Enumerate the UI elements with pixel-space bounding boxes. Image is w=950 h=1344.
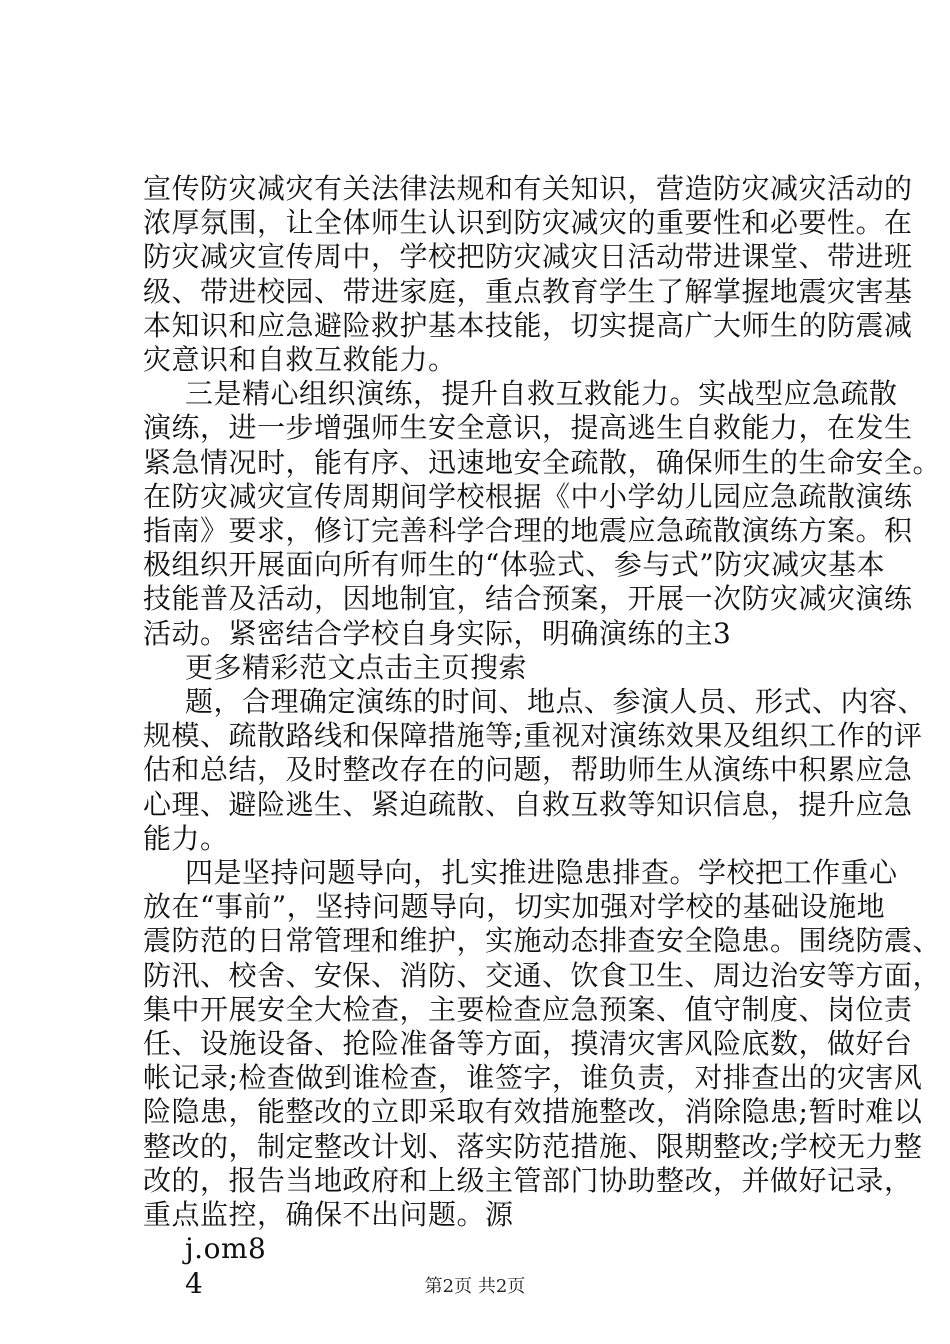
text-line: 任、设施设备、抢险准备等方面，摸清灾害风险底数，做好台 (143, 1027, 913, 1061)
text-line: 估和总结，及时整改存在的问题，帮助师生从演练中积累应急 (143, 753, 913, 787)
text-line: 防灾减灾宣传周中，学校把防灾减灾日活动带进课堂、带进班 (143, 240, 913, 274)
text-line: 震防范的日常管理和维护，实施动态排查安全隐患。围绕防震、 (143, 924, 942, 958)
page-footer (0, 1272, 950, 1298)
text-line: 规模、疏散路线和保障措施等;重视对演练效果及组织工作的评 (143, 719, 923, 753)
page-number-label: 第2页 共2页 (424, 1276, 526, 1297)
text-line: 技能普及活动，因地制宜，结合预案，开展一次防灾减灾演练 (143, 582, 913, 616)
text-line: 防汛、校舍、安保、消防、交通、饮食卫生、周边治安等方面， (143, 958, 942, 992)
text-line: 集中开展安全大检查，主要检查应急预案、值守制度、岗位责 (143, 992, 913, 1026)
document-body (143, 172, 942, 1301)
fragment-line: 4 (185, 1266, 204, 1300)
paragraph-start-line: 题，合理确定演练的时间、地点、参演人员、形式、内容、 (185, 685, 927, 719)
paragraph-start-line: 四是坚持问题导向，扎实推进隐患排查。学校把工作重心 (185, 856, 898, 890)
paragraph-start-line: 三是精心组织演练，提升自救互救能力。实战型应急疏散 (185, 377, 898, 411)
text-line: 帐记录;检查做到谁检查，谁签字，谁负责，对排查出的灾害风 (143, 1061, 923, 1095)
text-line: 活动。紧密结合学校自身实际，明确演练的主3 (143, 616, 732, 650)
text-line: 险隐患，能整改的立即采取有效措施整改，消除隐患;暂时难以 (143, 1095, 923, 1129)
text-line: 本知识和应急避险救护基本技能，切实提高广大师生的防震减 (143, 308, 913, 342)
text-line: 级、带进校园、带进家庭，重点教育学生了解掌握地震灾害基 (143, 274, 913, 308)
text-line: 宣传防灾减灾有关法律法规和有关知识，营造防灾减灾活动的 (143, 172, 913, 205)
text-line: 灾意识和自救互救能力。 (143, 343, 457, 377)
text-line: 改的，报告当地政府和上级主管部门协助整改，并做好记录， (143, 1163, 913, 1197)
text-line: 能力。 (143, 821, 229, 855)
text-line: 整改的，制定整改计划、落实防范措施、限期整改;学校无力整 (143, 1129, 923, 1163)
text-line: 紧急情况时，能有序、迅速地安全疏散，确保师生的生命安全。 (143, 445, 942, 479)
text-line: 放在“事前”，坚持问题导向，切实加强对学校的基础设施地 (143, 890, 886, 924)
text-line: 极组织开展面向所有师生的“体验式、参与式”防灾减灾基本 (143, 548, 886, 582)
text-line: 在防灾减灾宣传周期间学校根据《中小学幼儿园应急疏散演练 (143, 479, 913, 513)
promo-line: 更多精彩范文点击主页搜索 (185, 650, 528, 684)
text-line: 心理、避险逃生、紧迫疏散、自救互救等知识信息，提升应急 (143, 787, 913, 821)
text-line: 重点监控，确保不出问题。源 (143, 1198, 514, 1232)
text-line: 浓厚氛围，让全体师生认识到防灾减灾的重要性和必要性。在 (143, 206, 913, 240)
text-line: 指南》要求，修订完善科学合理的地震应急疏散演练方案。积 (143, 514, 913, 548)
text-line: 演练，进一步增强师生安全意识，提高逃生自救能力，在发生 (143, 411, 913, 445)
fragment-line: j.om8 (185, 1232, 267, 1266)
